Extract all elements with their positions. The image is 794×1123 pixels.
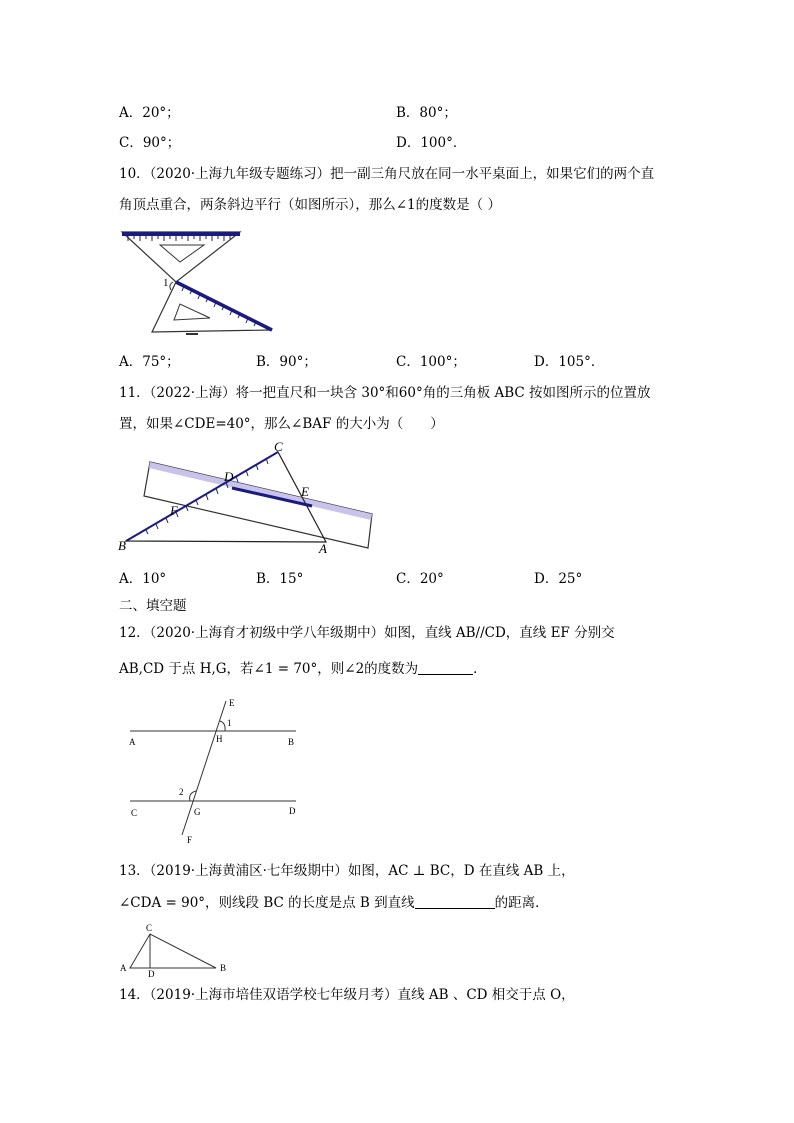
q12-text-line1: 12．（2020·上海育才初级中学八年级期中）如图，直线 AB//CD，直线 EF 分别交 <box>119 625 615 641</box>
angle-1-label: 1 <box>163 277 169 289</box>
q9-option-a: A．20°； <box>119 105 180 121</box>
upper-ruler-ticks <box>128 236 230 241</box>
q10-option-d: D．105°． <box>534 354 605 370</box>
point-c-label: C <box>131 808 138 818</box>
ruler-outline <box>144 462 372 548</box>
q14-text-line1: 14．（2019·上海市培佳双语学校七年级月考）直线 AB 、CD 相交于点 O， <box>119 987 575 1003</box>
angle-2-label: 2 <box>179 787 184 797</box>
point-h-label: H <box>216 734 223 744</box>
q13-text-line1: 13．（2019·上海黄浦区·七年级期中）如图，AC ⊥ BC，D 在直线 AB 上， <box>119 863 575 879</box>
q9-option-c: C．90°； <box>119 135 181 151</box>
ruler-edge-strip <box>149 462 372 520</box>
q11-option-c: C．20° <box>396 571 444 587</box>
q9-option-b: B．80°； <box>396 105 457 121</box>
q10-option-c: C．100°； <box>396 354 466 370</box>
q13-text-line2-row <box>119 894 549 912</box>
q13-answer-blank[interactable] <box>415 894 495 909</box>
point-a-label: A <box>120 963 127 973</box>
q11-option-b: B．15° <box>256 571 304 587</box>
q12-text-line2-end: ． <box>473 661 487 677</box>
line-ef <box>182 701 226 835</box>
q10-figure-set-squares <box>118 228 278 338</box>
point-b-label: B <box>288 737 295 747</box>
q11-option-d: D．25° <box>534 571 583 587</box>
point-d-label: D <box>148 969 155 979</box>
lower-set-square-cutout <box>174 304 210 320</box>
q10-text-line1: 10．（2020·上海九年级专题练习）把一副三角尺放在同一水平桌面上，如果它们的两个直 <box>119 166 655 182</box>
triangle-acb <box>130 934 216 968</box>
q11-text-line2: 置，如果∠CDE=40°，那么∠BAF 的大小为（ ） <box>119 416 444 432</box>
point-b-label: B <box>220 963 227 973</box>
q11-text-line1: 11．（2022·上海）将一把直尺和一块含 30°和60°角的三角板 ABC 按如图所示的位置放 <box>119 385 651 401</box>
point-e-label: E <box>229 698 235 708</box>
q9-option-d: D．100°． <box>396 135 467 151</box>
angle-1-label: 1 <box>227 718 232 728</box>
point-b-label: B <box>118 538 126 553</box>
q12-text-line2-row <box>119 660 487 678</box>
q10-text-line2: 角顶点重合，两条斜边平行（如图所示），那么∠1的度数是（ ） <box>119 197 501 213</box>
q10-option-a: A．75°； <box>119 354 180 370</box>
q10-option-b: B．90°； <box>256 354 317 370</box>
q12-text-line2: AB,CD 于点 H,G，若∠1 = 70°，则∠2的度数为 <box>119 661 419 677</box>
point-c-label: C <box>274 439 283 454</box>
point-a-label: A <box>319 541 327 556</box>
point-f-label: F <box>187 835 193 845</box>
point-f-label: F <box>170 503 178 518</box>
upper-set-square-cutout <box>160 245 204 262</box>
point-g-label: G <box>194 807 201 817</box>
point-d-label: D <box>224 469 234 484</box>
q13-text-line2-start: ∠CDA = 90°，则线段 BC 的长度是点 B 到直线 <box>119 895 415 911</box>
q11-figure-ruler-triangle <box>116 439 376 556</box>
q11-option-a: A．10° <box>119 571 167 587</box>
q13-figure-right-triangle <box>118 920 238 979</box>
q12-answer-blank[interactable] <box>418 660 473 675</box>
point-d-label: D <box>289 806 296 816</box>
q12-figure-parallel-lines <box>128 695 308 845</box>
section-title-fill-in: 二、填空题 <box>119 598 187 614</box>
point-c-label: C <box>146 923 153 933</box>
lower-set-square <box>152 282 272 332</box>
point-a-label: A <box>129 737 136 747</box>
q13-text-line2-end: 的距离． <box>494 895 549 911</box>
angle-1-arc <box>220 721 225 731</box>
point-e-label: E <box>301 484 309 499</box>
